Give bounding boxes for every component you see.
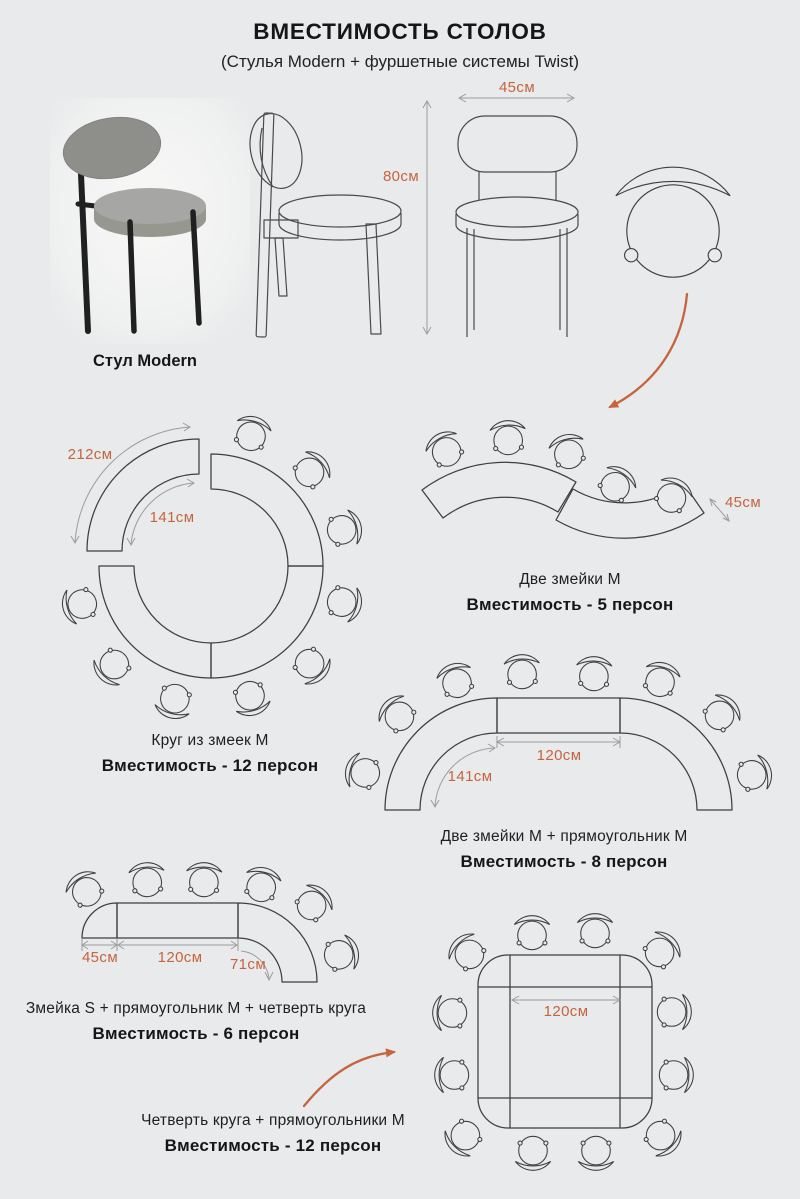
chair-top-view-icon	[659, 1057, 693, 1092]
ring-caption-capacity: Вместимость - 12 персон	[101, 756, 319, 775]
chair-width-label: 45см	[498, 79, 536, 96]
chair-top-view-icon	[547, 431, 590, 473]
square-chairs	[433, 914, 694, 1171]
arch-caption	[441, 828, 688, 872]
chair-top-view-icon	[657, 994, 691, 1029]
snake-row-cap-dimension-label: 45см	[81, 949, 119, 966]
ring-caption-title: Круг из змеек M	[151, 732, 269, 749]
chair-photo	[50, 98, 250, 344]
chair-top-view-icon	[186, 862, 223, 897]
square-width-dimension-label: 120см	[543, 1003, 589, 1020]
chair-top-view-icon	[515, 1136, 550, 1170]
chair-top-view-icon	[578, 1136, 613, 1170]
chair-top-view-icon	[637, 926, 686, 975]
chair-top-view-icon	[443, 928, 492, 977]
chair-top-view-icon	[287, 641, 336, 690]
chair-height-label: 80см	[382, 168, 420, 185]
chair-top-view-icon	[341, 751, 383, 794]
curved-arrow-icon	[610, 294, 687, 407]
chair-top-view-icon	[323, 581, 365, 624]
chair-side-view-drawing	[243, 108, 401, 337]
chair-top-view-icon	[153, 680, 196, 722]
arch-caption-capacity: Вместимость - 8 персон	[460, 852, 668, 871]
chair-top-view-icon	[514, 916, 549, 950]
snake-row-caption	[26, 1000, 366, 1044]
wave-width-dimension-label: 45см	[724, 494, 762, 511]
snake-row-arc-dimension-label: 71см	[229, 956, 267, 973]
chair-top-view-icon	[88, 642, 137, 691]
wave-caption	[467, 571, 674, 615]
chair-top-view-icon	[434, 659, 478, 702]
snake-row-rect-dimension-label: 120см	[157, 949, 203, 966]
wave-table-drawing	[422, 462, 761, 538]
chair-top-view-icon	[58, 583, 100, 626]
chair-top-view-icon	[373, 690, 422, 739]
chair-top-view-icon	[241, 864, 284, 906]
ring-inner-dimension-label: 141см	[149, 509, 195, 526]
chair-top-view-icon	[439, 1113, 488, 1162]
chair-width-dimension	[459, 79, 574, 102]
chair-top-view-icon	[639, 658, 683, 701]
chair-top-view-icon	[577, 914, 612, 948]
ring-caption	[102, 732, 319, 776]
chair-top-view-icon	[229, 677, 273, 720]
chair-top-view-icon	[616, 167, 730, 277]
square-caption-title: Четверть круга + прямоугольники M	[141, 1112, 405, 1129]
chair-top-view-icon	[576, 656, 613, 691]
wave-caption-capacity: Вместимость - 5 персон	[466, 595, 674, 614]
chair-top-view-icon	[422, 426, 470, 473]
ring-table-drawing	[68, 423, 323, 678]
ring-outer-dimension-label: 212см	[67, 446, 113, 463]
arch-chairs	[341, 654, 775, 796]
snake-row-caption-title: Змейка S + прямоугольник M + четверть круга	[25, 1000, 367, 1017]
chair-top-view-icon	[435, 1057, 469, 1092]
chair-top-view-icon	[638, 1113, 687, 1162]
square-caption-capacity: Вместимость - 12 персон	[164, 1136, 382, 1155]
chair-top-view-icon	[128, 861, 166, 897]
chair-top-view-icon	[733, 753, 775, 796]
chair-top-view-icon	[489, 420, 526, 456]
chair-top-view-icon	[230, 412, 274, 455]
curved-arrow-icon	[304, 1052, 394, 1106]
chair-front-view-drawing	[456, 116, 578, 337]
chair-top-view-icon	[697, 689, 746, 738]
chair-top-view-icon	[592, 460, 640, 508]
snake-row-caption-capacity: Вместимость - 6 персон	[92, 1024, 300, 1043]
chair-height-dimension	[383, 101, 431, 334]
arch-arc-dimension-label: 141см	[447, 768, 493, 785]
page-header	[0, 19, 800, 72]
arch-rect-dimension-label: 120см	[536, 747, 582, 764]
snake-row-table-drawing	[82, 903, 317, 982]
arch-caption-title: Две змейки M + прямоугольник M	[440, 828, 688, 845]
chair-top-view-icon	[320, 933, 362, 976]
chair-top-view-icon	[289, 879, 338, 928]
arch-table-drawing	[385, 698, 732, 810]
chair-top-view-icon	[433, 995, 467, 1030]
square-table-drawing	[478, 955, 652, 1128]
wave-caption-title: Две змейки M	[519, 571, 621, 588]
page-title: ВМЕСТИМОСТЬ СТОЛОВ	[253, 19, 547, 44]
chair-photo-caption: Стул Modern	[92, 352, 198, 370]
chair-top-view-icon	[287, 446, 336, 495]
chair-top-view-icon	[323, 508, 365, 551]
chair-top-view-icon	[649, 472, 696, 519]
chair-top-view-icon	[504, 654, 541, 689]
square-caption	[141, 1112, 405, 1156]
page-subtitle: (Стулья Modern + фуршетные системы Twist)	[221, 52, 579, 71]
